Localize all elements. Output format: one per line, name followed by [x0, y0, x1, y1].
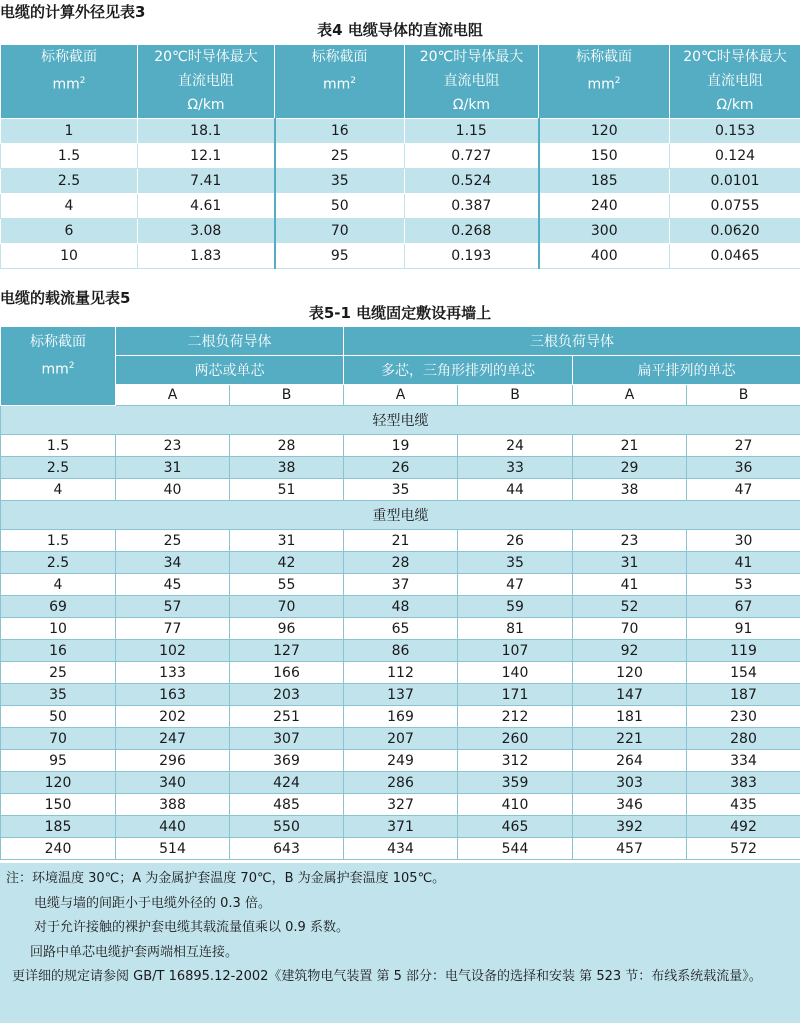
- table-cell: 550: [230, 816, 344, 838]
- resistance-table-header: [1, 45, 800, 119]
- table-cell: 514: [116, 838, 230, 860]
- header-resistance-3: 20℃时导体最大 直流电阻 Ω/km: [670, 45, 800, 119]
- table-row: [1, 219, 800, 244]
- table-cell: 1.5: [1, 435, 116, 457]
- table-cell: 91: [687, 618, 800, 640]
- table-cell: 0.193: [405, 244, 539, 269]
- table-cell: 30: [687, 530, 800, 552]
- ampacity-table: [0, 326, 800, 860]
- header-three-loaded: 三根负荷导体: [344, 327, 800, 356]
- table-cell: 19: [344, 435, 458, 457]
- table-cell: 28: [230, 435, 344, 457]
- table4-title: 表4 电缆导体的直流电阻: [317, 21, 483, 39]
- table-cell: 300: [539, 219, 670, 244]
- table-row: [1, 596, 800, 618]
- table-row: [1, 618, 800, 640]
- section-title-ampacity-ref: 电缆的载流量见表5: [0, 289, 131, 307]
- table-cell: 0.727: [405, 144, 539, 169]
- table-cell: 0.0755: [670, 194, 800, 219]
- table-row: [1, 169, 800, 194]
- table-cell: 44: [458, 479, 573, 501]
- table-cell: 25: [275, 144, 405, 169]
- table-cell: 35: [275, 169, 405, 194]
- note-line: 更详细的规定请参阅 GB/T 16895.12-2002《建筑物电气装置 第 5 部分：电气设备的选择和安装 第 523 节：布线系统载流量》。: [12, 969, 762, 984]
- table-cell: 334: [687, 750, 800, 772]
- table-cell: 0.0101: [670, 169, 800, 194]
- header-area-1: 标称截面 $mm^2$: [1, 45, 138, 119]
- table-cell: 286: [344, 772, 458, 794]
- table-cell: 96: [230, 618, 344, 640]
- table-cell: 307: [230, 728, 344, 750]
- header-b: B: [230, 385, 344, 406]
- table-cell: 12.1: [138, 144, 275, 169]
- table-cell: 16: [1, 640, 116, 662]
- note-line: 对于允许接触的裸护套电缆其载流量值乘以 0.9 系数。: [34, 920, 349, 935]
- table-cell: 140: [458, 662, 573, 684]
- table-row: [1, 750, 800, 772]
- table-cell: 25: [1, 662, 116, 684]
- table-cell: 166: [230, 662, 344, 684]
- table-cell: 70: [1, 728, 116, 750]
- table-cell: 10: [1, 244, 138, 269]
- table-cell: 251: [230, 706, 344, 728]
- table-cell: 47: [687, 479, 800, 501]
- table-cell: 0.124: [670, 144, 800, 169]
- table-cell: 359: [458, 772, 573, 794]
- table-cell: 154: [687, 662, 800, 684]
- table-row: [1, 706, 800, 728]
- table-cell: 388: [116, 794, 230, 816]
- table-cell: 127: [230, 640, 344, 662]
- table-cell: 35: [344, 479, 458, 501]
- table-cell: 643: [230, 838, 344, 860]
- table-cell: 26: [458, 530, 573, 552]
- header-two-or-single: 两芯或单芯: [116, 356, 344, 385]
- header-b: B: [458, 385, 573, 406]
- table-cell: 0.524: [405, 169, 539, 194]
- resistance-table: [0, 44, 800, 269]
- header-resistance-2: 20℃时导体最大 直流电阻 Ω/km: [405, 45, 539, 119]
- table-row: [1, 662, 800, 684]
- table-cell: 181: [573, 706, 687, 728]
- table-cell: 69: [1, 596, 116, 618]
- table-cell: 7.41: [138, 169, 275, 194]
- table-row: [1, 772, 800, 794]
- table-cell: 465: [458, 816, 573, 838]
- header-area-3: 标称截面 $mm^2$: [539, 45, 670, 119]
- table-cell: 240: [1, 838, 116, 860]
- table-cell: 67: [687, 596, 800, 618]
- table-cell: 36: [687, 457, 800, 479]
- note-line: 回路中单芯电缆护套两端相互连接。: [30, 944, 239, 960]
- table-row: [1, 194, 800, 219]
- table-cell: 70: [275, 219, 405, 244]
- table-cell: 440: [116, 816, 230, 838]
- table-cell: 1.5: [1, 530, 116, 552]
- table5-title: 表5-1 电缆固定敷设再墙上: [308, 304, 492, 322]
- table-cell: 37: [344, 574, 458, 596]
- table-cell: 2.5: [1, 169, 138, 194]
- header-area-2: 标称截面 $mm^2$: [275, 45, 405, 119]
- table-cell: 392: [573, 816, 687, 838]
- table-cell: 296: [116, 750, 230, 772]
- table-cell: 207: [344, 728, 458, 750]
- table-cell: 187: [687, 684, 800, 706]
- table-cell: 240: [539, 194, 670, 219]
- table-cell: 50: [1, 706, 116, 728]
- table-cell: 6: [1, 219, 138, 244]
- table-cell: 10: [1, 618, 116, 640]
- table-cell: 34: [116, 552, 230, 574]
- group-light-cable: 轻型电缆: [1, 406, 800, 435]
- section-title-resistance-ref: 电缆的计算外径见表3: [0, 3, 146, 21]
- table-row: [1, 119, 800, 144]
- table-cell: 92: [573, 640, 687, 662]
- table-cell: 424: [230, 772, 344, 794]
- table-cell: 25: [116, 530, 230, 552]
- table-cell: 280: [687, 728, 800, 750]
- table-cell: 21: [573, 435, 687, 457]
- table-cell: 260: [458, 728, 573, 750]
- table-cell: 163: [116, 684, 230, 706]
- table-row: [1, 574, 800, 596]
- table-cell: 340: [116, 772, 230, 794]
- table-cell: 410: [458, 794, 573, 816]
- table-cell: 435: [687, 794, 800, 816]
- table-cell: 120: [539, 119, 670, 144]
- table-cell: 120: [573, 662, 687, 684]
- table-cell: 457: [573, 838, 687, 860]
- table-cell: 65: [344, 618, 458, 640]
- table-row: [1, 552, 800, 574]
- table-cell: 81: [458, 618, 573, 640]
- table-cell: 119: [687, 640, 800, 662]
- header-a: A: [116, 385, 230, 406]
- table-cell: 16: [275, 119, 405, 144]
- table-row: [1, 838, 800, 860]
- table-row: [1, 244, 800, 269]
- table-cell: 59: [458, 596, 573, 618]
- table-cell: 185: [1, 816, 116, 838]
- table-cell: 24: [458, 435, 573, 457]
- table-cell: 42: [230, 552, 344, 574]
- table-cell: 33: [458, 457, 573, 479]
- table-cell: 35: [1, 684, 116, 706]
- note-line: 电缆与墙的间距小于电缆外径的 0.3 倍。: [34, 895, 271, 911]
- table-cell: 0.387: [405, 194, 539, 219]
- table-cell: 2.5: [1, 552, 116, 574]
- table-cell: 41: [573, 574, 687, 596]
- table-cell: 38: [230, 457, 344, 479]
- table-cell: 29: [573, 457, 687, 479]
- table-cell: 249: [344, 750, 458, 772]
- table-row: [1, 640, 800, 662]
- table-row: [1, 816, 800, 838]
- table-cell: 47: [458, 574, 573, 596]
- header-area: 标称截面 $mm^2$: [1, 327, 116, 406]
- table-cell: 38: [573, 479, 687, 501]
- header-flat-single: 扁平排列的单芯: [573, 356, 800, 385]
- table-cell: 70: [573, 618, 687, 640]
- table-cell: 102: [116, 640, 230, 662]
- table-cell: 303: [573, 772, 687, 794]
- table-cell: 185: [539, 169, 670, 194]
- table-cell: 383: [687, 772, 800, 794]
- header-two-loaded: 二根负荷导体: [116, 327, 344, 356]
- table-cell: 434: [344, 838, 458, 860]
- table-cell: 28: [344, 552, 458, 574]
- table-cell: 0.0465: [670, 244, 800, 269]
- table-cell: 31: [230, 530, 344, 552]
- table-cell: 40: [116, 479, 230, 501]
- table-cell: 77: [116, 618, 230, 640]
- table-cell: 1.83: [138, 244, 275, 269]
- table-cell: 202: [116, 706, 230, 728]
- table-cell: 1.5: [1, 144, 138, 169]
- table-cell: 572: [687, 838, 800, 860]
- table-cell: 169: [344, 706, 458, 728]
- table-cell: 371: [344, 816, 458, 838]
- table-cell: 86: [344, 640, 458, 662]
- table-cell: 107: [458, 640, 573, 662]
- table-cell: 21: [344, 530, 458, 552]
- table-cell: 70: [230, 596, 344, 618]
- table-cell: 492: [687, 816, 800, 838]
- table-row: [1, 728, 800, 750]
- table-cell: 112: [344, 662, 458, 684]
- table-row: [1, 530, 800, 552]
- table-cell: 150: [1, 794, 116, 816]
- header-resistance-1: 20℃时导体最大 直流电阻 Ω/km: [138, 45, 275, 119]
- table-cell: 23: [573, 530, 687, 552]
- table-row: [1, 684, 800, 706]
- header-multi-triangle: 多芯，三角形排列的单芯: [344, 356, 573, 385]
- table-cell: 18.1: [138, 119, 275, 144]
- table-cell: 3.08: [138, 219, 275, 244]
- table-cell: 346: [573, 794, 687, 816]
- table-cell: 264: [573, 750, 687, 772]
- table-cell: 150: [539, 144, 670, 169]
- table-cell: 55: [230, 574, 344, 596]
- table-row: [1, 144, 800, 169]
- table-cell: 400: [539, 244, 670, 269]
- table-row: [1, 794, 800, 816]
- table-cell: 327: [344, 794, 458, 816]
- table-cell: 48: [344, 596, 458, 618]
- table-row: [1, 479, 800, 501]
- table-cell: 53: [687, 574, 800, 596]
- table-cell: 31: [116, 457, 230, 479]
- table-cell: 26: [344, 457, 458, 479]
- table-cell: 2.5: [1, 457, 116, 479]
- table-cell: 230: [687, 706, 800, 728]
- table-cell: 4: [1, 574, 116, 596]
- table-cell: 23: [116, 435, 230, 457]
- table-cell: 0.153: [670, 119, 800, 144]
- table-cell: 4.61: [138, 194, 275, 219]
- table-cell: 485: [230, 794, 344, 816]
- table-cell: 171: [458, 684, 573, 706]
- table-cell: 27: [687, 435, 800, 457]
- table-cell: 212: [458, 706, 573, 728]
- table-cell: 57: [116, 596, 230, 618]
- note-line: 注：环境温度 30℃；A 为金属护套温度 70℃，B 为金属护套温度 105℃。: [6, 871, 446, 886]
- table-cell: 52: [573, 596, 687, 618]
- header-b: B: [687, 385, 800, 406]
- table-cell: 41: [687, 552, 800, 574]
- table-cell: 0.268: [405, 219, 539, 244]
- table-row: [1, 457, 800, 479]
- table-cell: 120: [1, 772, 116, 794]
- table-cell: 1.15: [405, 119, 539, 144]
- table-cell: 247: [116, 728, 230, 750]
- table-cell: 35: [458, 552, 573, 574]
- table-cell: 203: [230, 684, 344, 706]
- table-cell: 0.0620: [670, 219, 800, 244]
- table-cell: 51: [230, 479, 344, 501]
- table-cell: 50: [275, 194, 405, 219]
- table-cell: 31: [573, 552, 687, 574]
- header-a: A: [573, 385, 687, 406]
- table-cell: 369: [230, 750, 344, 772]
- table-cell: 137: [344, 684, 458, 706]
- table-cell: 95: [1, 750, 116, 772]
- table-cell: 4: [1, 194, 138, 219]
- table-cell: 312: [458, 750, 573, 772]
- table-row: [1, 435, 800, 457]
- table-cell: 1: [1, 119, 138, 144]
- table-cell: 45: [116, 574, 230, 596]
- group-heavy-cable: 重型电缆: [1, 501, 800, 530]
- notes-box: [0, 863, 800, 1023]
- table-cell: 221: [573, 728, 687, 750]
- table-cell: 4: [1, 479, 116, 501]
- table-cell: 147: [573, 684, 687, 706]
- table-cell: 95: [275, 244, 405, 269]
- table-cell: 133: [116, 662, 230, 684]
- table-cell: 544: [458, 838, 573, 860]
- header-a: A: [344, 385, 458, 406]
